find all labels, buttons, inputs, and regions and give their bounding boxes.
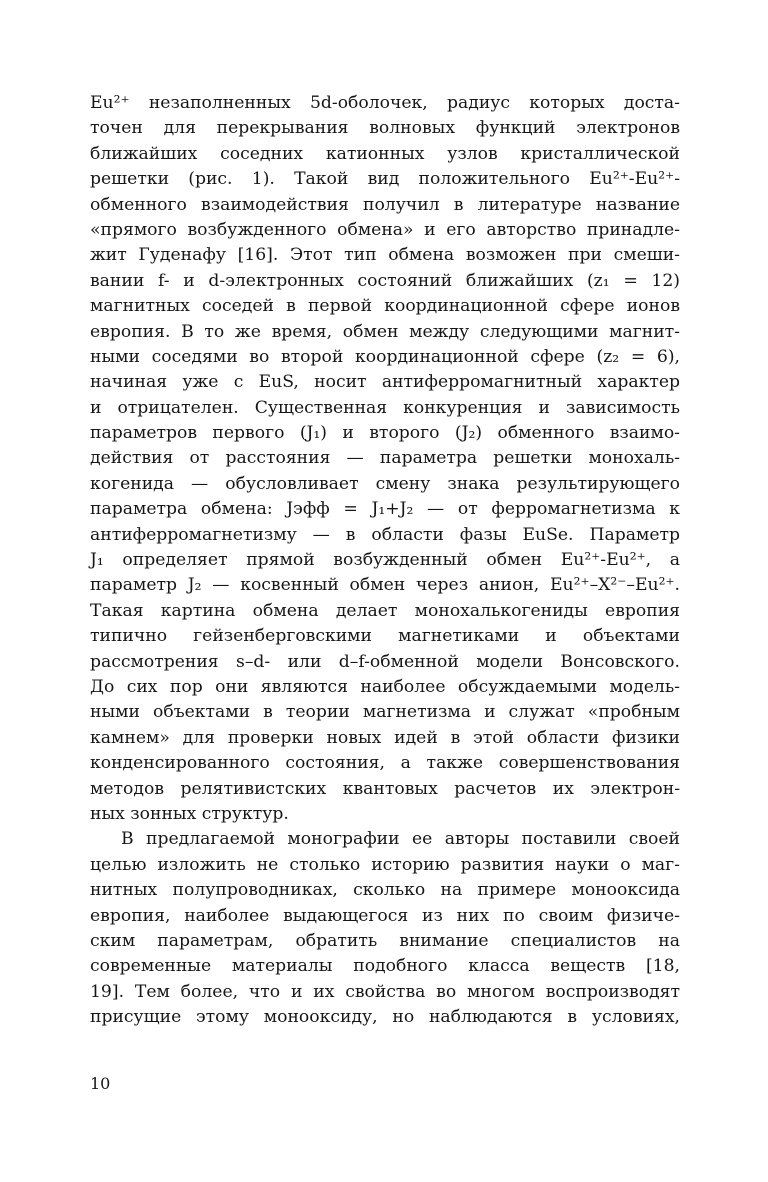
text-line: конденсированного состояния, а также совершенствования	[90, 753, 680, 774]
text-line: и отрицателен. Существенная конкуренция и зависимость	[90, 397, 680, 418]
text-line: Такая картина обмена делает монохалькогениды европия	[90, 600, 680, 621]
text-line: типично гейзенберговскими магнетиками и объектами	[90, 626, 680, 647]
text-line: жит Гуденафу [16]. Этот тип обмена возможен при смеши-	[90, 245, 680, 266]
text-line: когенида — обусловливает смену знака результирующего	[90, 473, 680, 494]
text-line: точен для перекрывания волновых функций электронов	[90, 118, 680, 139]
text-line: До сих пор они являются наиболее обсуждаемыми модель-	[90, 676, 680, 697]
text-line: ными объектами в теории магнетизма и служат «пробным	[90, 702, 680, 723]
text-line: обменного взаимодействия получил в литературе название	[90, 194, 680, 215]
text-line: J₁ определяет прямой возбужденный обмен Eu²⁺-Eu²⁺, а	[90, 550, 680, 571]
text-line: европия, наиболее выдающегося из них по своим физиче-	[90, 905, 680, 926]
text-line: параметр J₂ — косвенный обмен через анион, Eu²⁺–X²⁻–Eu²⁺.	[90, 575, 680, 596]
text-line: ближайших соседних катионных узлов кристаллической	[90, 143, 680, 164]
paragraph-end-line: ных зонных структур.	[90, 803, 289, 824]
text-line: ными соседями во второй координационной сфере (z₂ = 6),	[90, 346, 680, 367]
text-line: антиферромагнетизму — в области фазы EuSe. Параметр	[90, 524, 680, 545]
text-line: 19]. Тем более, что и их свойства во многом воспроизводят	[90, 981, 680, 1002]
text-line: нитных полупроводниках, сколько на примере монооксида	[90, 880, 680, 901]
text-line: рассмотрения s–d- или d–f-обменной модели Вонсовского.	[90, 651, 680, 672]
text-line: ским параметрам, обратить внимание специалистов на	[90, 930, 680, 951]
text-line: целью изложить не столько историю развития науки о маг-	[90, 854, 680, 875]
text-line: решетки (рис. 1). Такой вид положительного Eu²⁺-Eu²⁺-	[90, 169, 680, 190]
text-line: камнем» для проверки новых идей в этой области физики	[90, 727, 680, 748]
text-line: действия от расстояния — параметра решетки монохаль-	[90, 448, 680, 469]
text-line: современные материалы подобного класса веществ [18,	[90, 956, 680, 977]
text-line: присущие этому монооксиду, но наблюдаются в условиях,	[90, 1007, 680, 1028]
text-line: начиная уже с EuS, носит антиферромагнитный характер	[90, 372, 680, 393]
text-line: параметров первого (J₁) и второго (J₂) обменного взаимо-	[90, 423, 680, 444]
paragraph-first-line: В предлагаемой монографии ее авторы поставили своей	[121, 829, 680, 850]
text-line: «прямого возбужденного обмена» и его авторство принадле-	[90, 219, 680, 240]
text-line: магнитных соседей в первой координационной сфере ионов	[90, 296, 680, 317]
body-text	[90, 91, 680, 1030]
text-line: параметра обмена: Jэфф = J₁+J₂ — от ферромагнетизма к	[90, 499, 680, 520]
page-number: 10	[90, 1074, 111, 1093]
text-line: европия. В то же время, обмен между следующими магнит-	[90, 321, 680, 342]
text-line: Eu²⁺ незаполненных 5d-оболочек, радиус которых доста-	[90, 93, 680, 113]
text-line: методов релятивистских квантовых расчетов их электрон-	[90, 778, 680, 799]
text-line: вании f- и d-электронных состояний ближайших (z₁ = 12)	[90, 270, 680, 291]
